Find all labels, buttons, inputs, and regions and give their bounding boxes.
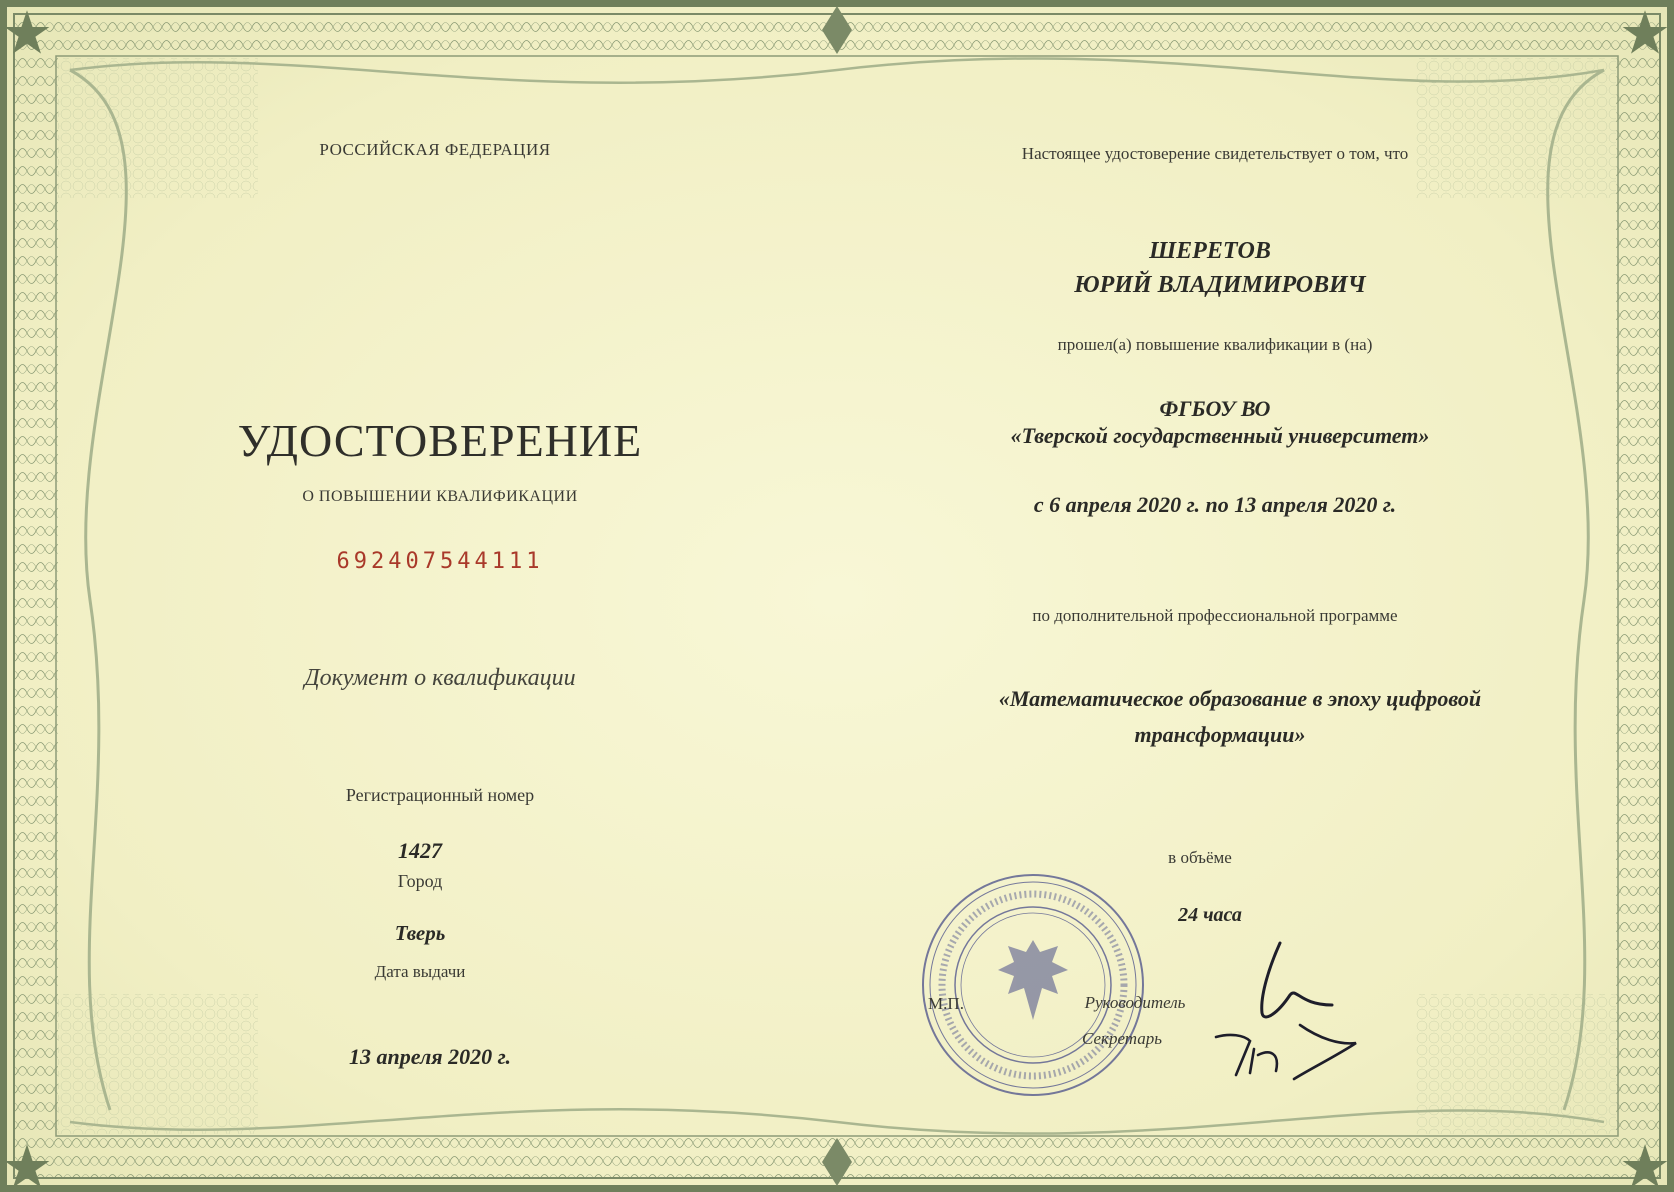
program-name-line1: «Математическое образование в эпоху цифровой: [998, 686, 1482, 711]
issue-date: 13 апреля 2020 г.: [349, 1044, 511, 1069]
secretary-signature: [1210, 1015, 1360, 1085]
certificate-subtitle: О ПОВЫШЕНИИ КВАЛИФИКАЦИИ: [302, 488, 578, 505]
city-label: Город: [397, 871, 443, 891]
country-name: РОССИЙСКАЯ ФЕДЕРАЦИЯ: [319, 140, 551, 159]
organization-type: ФГБОУ ВО: [1159, 396, 1271, 421]
document-type: Документ о квалификации: [304, 665, 576, 691]
holder-surname: ШЕРЕТОВ: [1149, 238, 1271, 264]
program-name-line2: трансформации»: [1134, 722, 1306, 747]
seal-place-label: М.П.: [928, 994, 964, 1013]
registration-number: 1427: [398, 838, 442, 863]
training-period: с 6 апреля 2020 г. по 13 апреля 2020 г.: [1033, 492, 1397, 517]
program-label: по дополнительной профессиональной программе: [1032, 606, 1398, 625]
registration-label: Регистрационный номер: [345, 785, 535, 805]
serial-number: 692407544111: [336, 549, 544, 574]
secretary-signature-label: Секретарь: [1082, 1029, 1162, 1048]
holder-given-names: ЮРИЙ ВЛАДИМИРОВИЧ: [1074, 272, 1366, 298]
issue-date-label: Дата выдачи: [374, 962, 466, 981]
hours-value: 24 часа: [1178, 904, 1242, 926]
organization-name: «Тверской государственный университет»: [1010, 423, 1430, 448]
head-signature: [1240, 935, 1340, 1025]
certifies-text: Настоящее удостоверение свидетельствует о том, что: [1021, 144, 1409, 163]
city-value: Тверь: [394, 921, 446, 945]
official-seal-stamp: [918, 870, 1148, 1100]
certificate-title: УДОСТОВЕРЕНИЕ: [237, 415, 643, 466]
volume-label: в объёме: [1168, 848, 1232, 867]
completed-text: прошел(а) повышение квалификации в (на): [1057, 335, 1373, 354]
head-signature-label: Руководитель: [1084, 993, 1186, 1012]
